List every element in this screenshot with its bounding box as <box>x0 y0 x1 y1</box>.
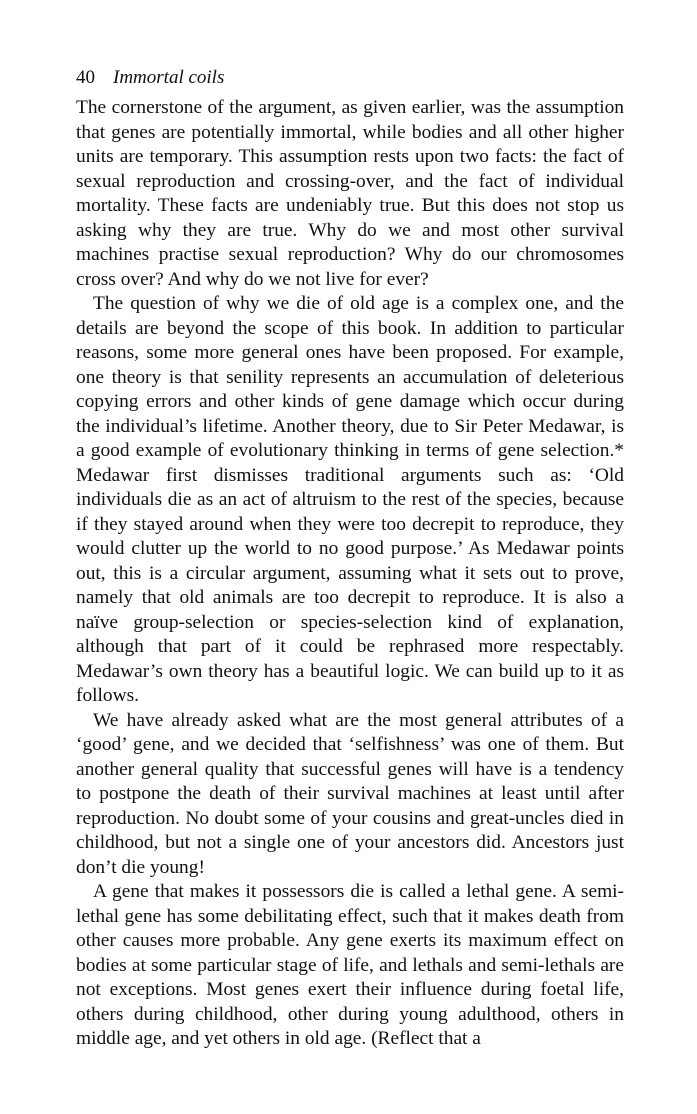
paragraph-1: The cornerstone of the argument, as given earlier, was the assumption that genes are potentially immortal, while bodies and all other higher units are temporary. This assumption rests upon two facts: the fact of sexual reproduction and crossing-over, and the fact of individual mortality. These facts are undeniably true. But this does not stop us asking why they are true. Why do we and most other survival machines practise sexual reproduction? Why do our chromosomes cross over? And why do we not live for ever? <box>76 97 624 290</box>
book-page <box>76 66 624 1052</box>
paragraph-2: The question of why we die of old age is a complex one, and the details are beyond the scope of this book. In addition to particular reasons, some more general ones have been proposed. For example, one theory is that senility represents an accumulation of deleterious copying errors and other kinds of gene damage which occur during the individual’s lifetime. Another theory, due to Sir Peter Medawar, is a good example of evolutionary thinking in terms of gene selection.* Medawar first dismisses traditional arguments such as: ‘Old individuals die as an act of altruism to the rest of the species, because if they stayed around when they were too decrepit to reproduce, they would clutter up the world to no good purpose.’ As Medawar points out, this is a circular argument, assuming what it sets out to prove, namely that old animals are too decrepit to reproduce. It is also a naïve group-selection or species-selection kind of explanation, although that part of it could be rephrased more respectably. Medawar’s own theory has a beautiful logic. We can build up to it as follows. <box>76 293 624 706</box>
page-number: 40 <box>76 67 95 88</box>
running-head-title: Immortal coils <box>113 67 225 88</box>
paragraph-4: A gene that makes it possessors die is called a lethal gene. A semi-lethal gene has some debilitating effect, such that it makes death from other causes more probable. Any gene exerts its maximum effect on bodies at some particular stage of life, and lethals and semi-lethals are not exceptions. Most genes exert their influence during foetal life, others during childhood, other during young adulthood, others in middle age, and yet others in old age. (Reflect that a <box>76 881 624 1049</box>
body-text <box>76 96 624 1052</box>
running-head <box>76 66 624 90</box>
paragraph-3: We have already asked what are the most general attributes of a ‘good’ gene, and we decided that ‘selfishness’ was one of them. But another general quality that successful genes will have is a tendency to postpone the death of their survival machines at least until after reproduction. No doubt some of your cousins and great-uncles died in childhood, but not a single one of your ancestors did. Ancestors just don’t die young! <box>76 709 624 878</box>
